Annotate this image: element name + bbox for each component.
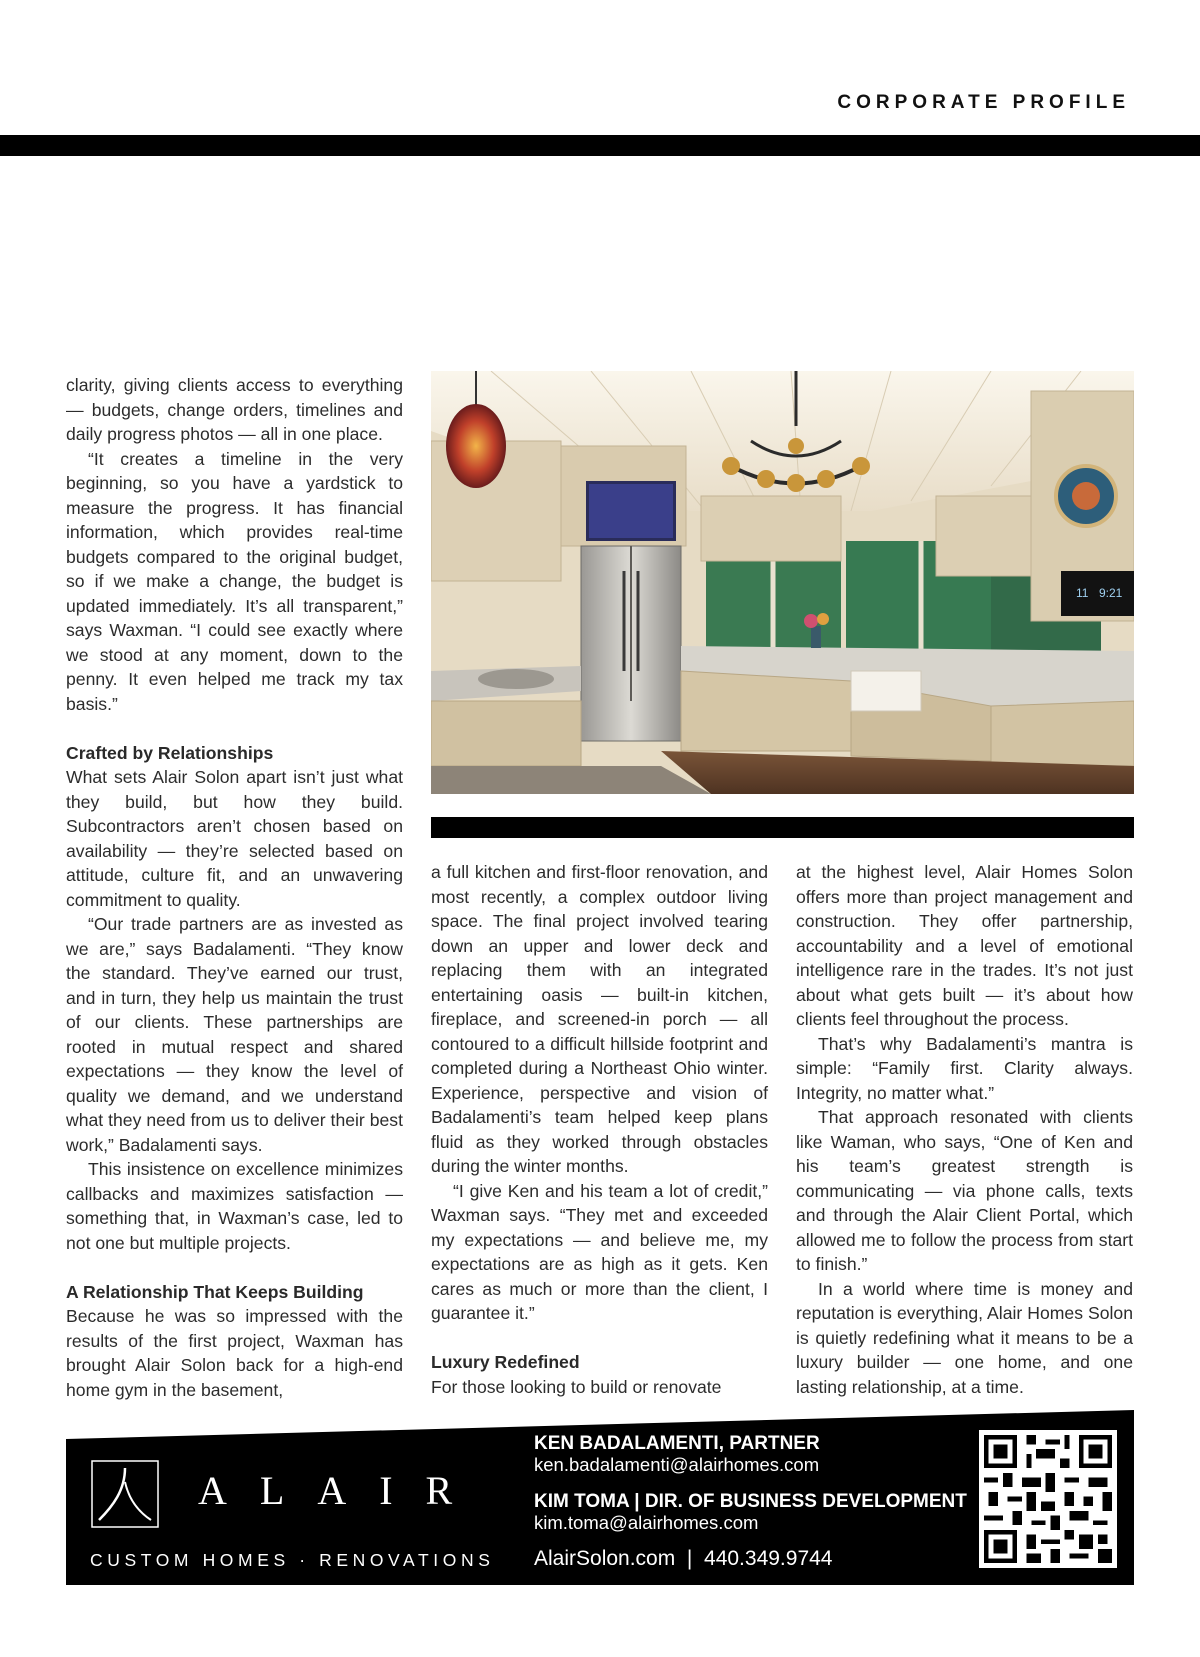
subheading-luxury: Luxury Redefined — [431, 1352, 580, 1372]
qr-code[interactable] — [979, 1430, 1117, 1568]
section-label: CORPORATE PROFILE — [837, 92, 1130, 113]
brand-wordmark: ALAIR — [198, 1468, 486, 1513]
paragraph: This insistence on excellence minimizes callbacks and maximizes satisfaction — something that, in Waxman’s case, led to not one but multiple projects. — [66, 1159, 403, 1253]
contact-1-name: KEN BADALAMENTI, PARTNER — [534, 1433, 820, 1454]
contact-2-name: KIM TOMA | DIR. OF BUSINESS DEVELOPMENT — [534, 1491, 967, 1512]
subheading-relationship: A Relationship That Keeps Building — [66, 1281, 364, 1302]
qr-code-icon — [979, 1430, 1117, 1568]
subheading-crafted: Crafted by Relationships — [66, 742, 274, 763]
brand-tagline: CUSTOM HOMES · RENOVATIONS — [90, 1550, 495, 1570]
paragraph: For those looking to build or renovate — [431, 1376, 722, 1397]
contact-2-email[interactable]: kim.toma@alairhomes.com — [534, 1512, 759, 1533]
kitchen-photo — [431, 371, 1134, 794]
article-column-1 — [66, 373, 403, 1402]
paragraph: clarity, giving clients access to everything — budgets, change orders, timelines and daily progress photos — all in one place. — [66, 375, 403, 444]
website-phone[interactable]: AlairSolon.com | 440.349.9744 — [534, 1547, 833, 1570]
alair-logo-icon — [91, 1460, 159, 1528]
paragraph: a full kitchen and first-floor renovation, and most recently, a complex outdoor living space. The final project involved tearing down an upper and lower deck and replacing them with an integrated entertaining oasis — built-in kitchen, fireplace, and screened-in porch — all contoured to a difficult hillside footprint and completed during a Northeast Ohio winter. Experience, perspective and vision of Badalamenti’s team helped keep plans fluid as they worked through obstacles during the winter months. — [431, 862, 768, 1176]
paragraph: What sets Alair Solon apart isn’t just what they build, but how they build. Subcontractors aren’t chosen based on availability — they’re selected based on attitude, culture fit, and an unwavering commitment to quality. — [66, 767, 403, 910]
paragraph: In a world where time is money and reputation is everything, Alair Homes Solon is quietly redefining what it means to be a luxury builder — one home, and one lasting relationship, at a time. — [796, 1278, 1133, 1397]
clock-time: 9:21 — [1099, 586, 1123, 600]
clock-display: 11 — [1076, 586, 1089, 600]
paragraph: “It creates a timeline in the very beginning, so you have a yardstick to measure the progress. It has financial information, which provides real-time budgets compared to the original budget, so if we make a change, the budget is updated immediately. It’s all transparent,” says Waxman. “I could see exactly where we stood at any moment, down to the penny. It even helped me track my tax basis.” — [66, 448, 403, 714]
paragraph: That’s why Badalamenti’s mantra is simple: “Family first. Clarity always. Integrity, no matter what.” — [796, 1033, 1133, 1103]
paragraph: Because he was so impressed with the results of the first project, Waxman has brought Alair Solon back for a high-end home gym in the basement, — [66, 1306, 403, 1400]
top-rule — [0, 135, 1200, 156]
kitchen-illustration — [431, 371, 1134, 794]
paragraph: “Our trade partners are as invested as we are,” says Badalamenti. “They know the standard. They’ve earned our trust, and in turn, they help us maintain the trust of our clients. These partnerships are rooted in mutual respect and shared expectations — they know the level of quality we demand, and we understand what they need from us to deliver their best work,” Badalamenti says. — [66, 914, 403, 1155]
paragraph: “I give Ken and his team a lot of credit,” Waxman says. “They met and exceeded my expectations — and believe me, my expectations are as high as it gets. Ken cares as much or more than the client, I guarantee it.” — [431, 1180, 768, 1323]
contact-1-email[interactable]: ken.badalamenti@alairhomes.com — [534, 1454, 820, 1475]
paragraph: at the highest level, Alair Homes Solon offers more than project management and construction. They offer partnership, accountability and a level of emotional intelligence rare in the trades. It’s not just about what gets built — it’s about how clients feel throughout the process. — [796, 862, 1133, 1029]
article-column-2 — [431, 860, 768, 1399]
article-column-3 — [796, 860, 1133, 1399]
paragraph: That approach resonated with clients like Waman, who says, “One of Ken and his team’s greatest strength is communicating — via phone calls, texts and through the Alair Client Portal, which allowed me to follow the process from start to finish.” — [796, 1107, 1133, 1274]
photo-rule — [431, 817, 1134, 838]
